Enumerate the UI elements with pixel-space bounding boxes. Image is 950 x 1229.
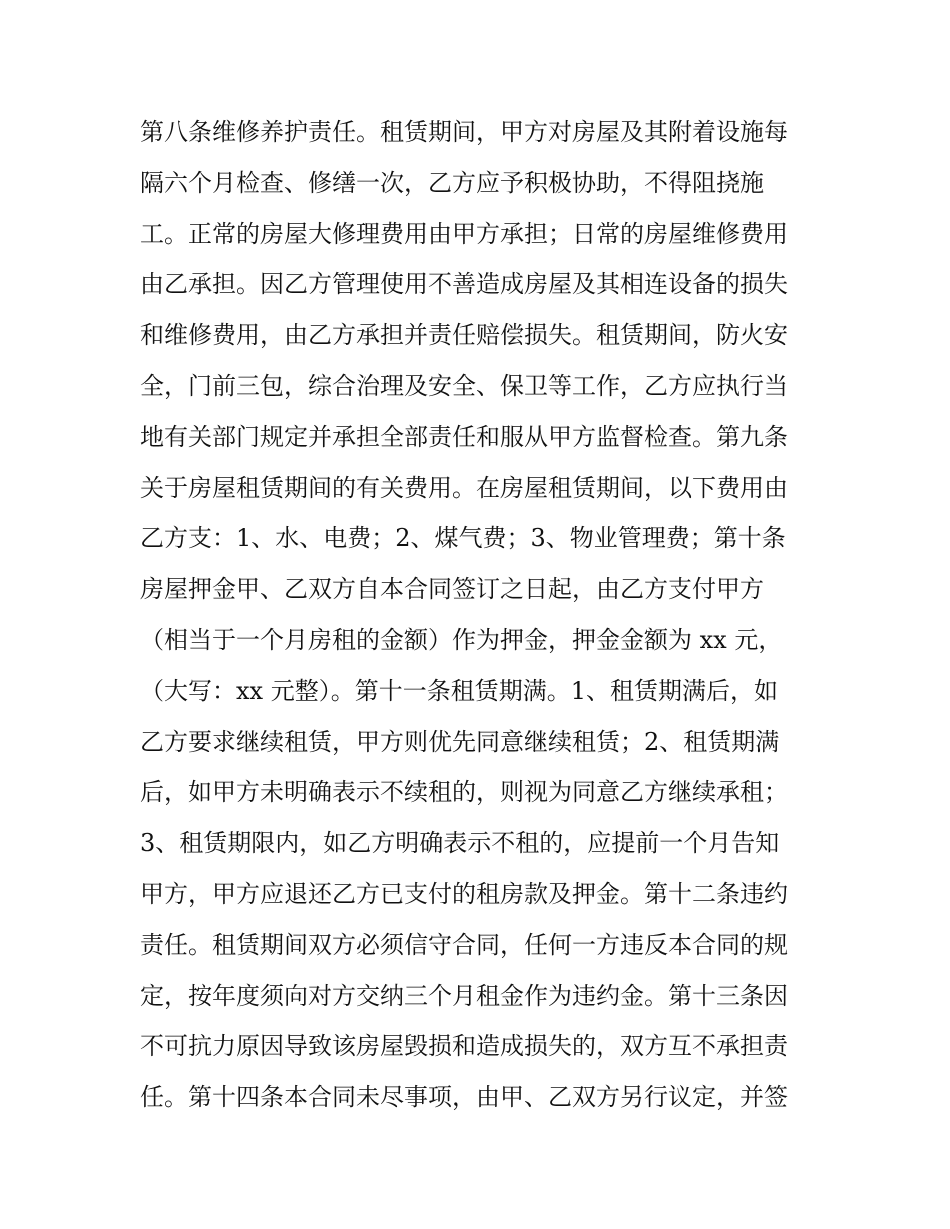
text-line: 3、租赁期限内，如乙方明确表示不租的，应提前一个月告知 xyxy=(140,829,780,858)
text-line: 工。正常的房屋大修理费用由甲方承担；日常的房屋维修费用 xyxy=(140,219,788,248)
text-line: 乙方要求继续租赁，甲方则优先同意继续租赁；2、租赁期满 xyxy=(140,727,780,756)
text-line: 定，按年度须向对方交纳三个月租金作为违约金。第十三条因 xyxy=(140,981,788,1010)
text-line: 不可抗力原因导致该房屋毁损和造成损失的，双方互不承担责 xyxy=(140,1032,788,1061)
text-line: 地有关部门规定并承担全部责任和服从甲方监督检查。第九条 xyxy=(140,422,788,451)
text-line: 由乙承担。因乙方管理使用不善造成房屋及其相连设备的损失 xyxy=(140,270,788,299)
text-line: 和维修费用，由乙方承担并责任赔偿损失。租赁期间，防火安 xyxy=(140,321,788,350)
text-line: 关于房屋租赁期间的有关费用。在房屋租赁期间，以下费用由 xyxy=(140,473,788,502)
text-line: 甲方，甲方应退还乙方已支付的租房款及押金。第十二条违约 xyxy=(140,879,788,908)
text-line: 乙方支：1、水、电费；2、煤气费；3、物业管理费；第十条 xyxy=(140,524,786,553)
text-line: 第八条维修养护责任。租赁期间，甲方对房屋及其附着设施每 xyxy=(140,118,788,146)
text-line: （相当于一个月房租的金额）作为押金，押金金额为 xx 元， xyxy=(140,625,783,654)
text-line: 责任。租赁期间双方必须信守合同，任何一方违反本合同的规 xyxy=(140,930,788,959)
text-line: 隔六个月检查、修缮一次，乙方应予积极协助，不得阻挠施 xyxy=(140,168,764,197)
contract-text-body xyxy=(140,107,820,1123)
text-line: （大写：xx 元整）。第十一条租赁期满。1、租赁期满后，如 xyxy=(140,676,778,705)
text-line: 全，门前三包，综合治理及安全、保卫等工作，乙方应执行当 xyxy=(140,371,788,400)
text-line: 房屋押金甲、乙双方自本合同签订之日起，由乙方支付甲方 xyxy=(140,575,764,604)
text-line: 后，如甲方未明确表示不续租的，则视为同意乙方继续承租； xyxy=(140,778,788,807)
text-line: 任。第十四条本合同未尽事项，由甲、乙双方另行议定，并签 xyxy=(140,1083,788,1112)
